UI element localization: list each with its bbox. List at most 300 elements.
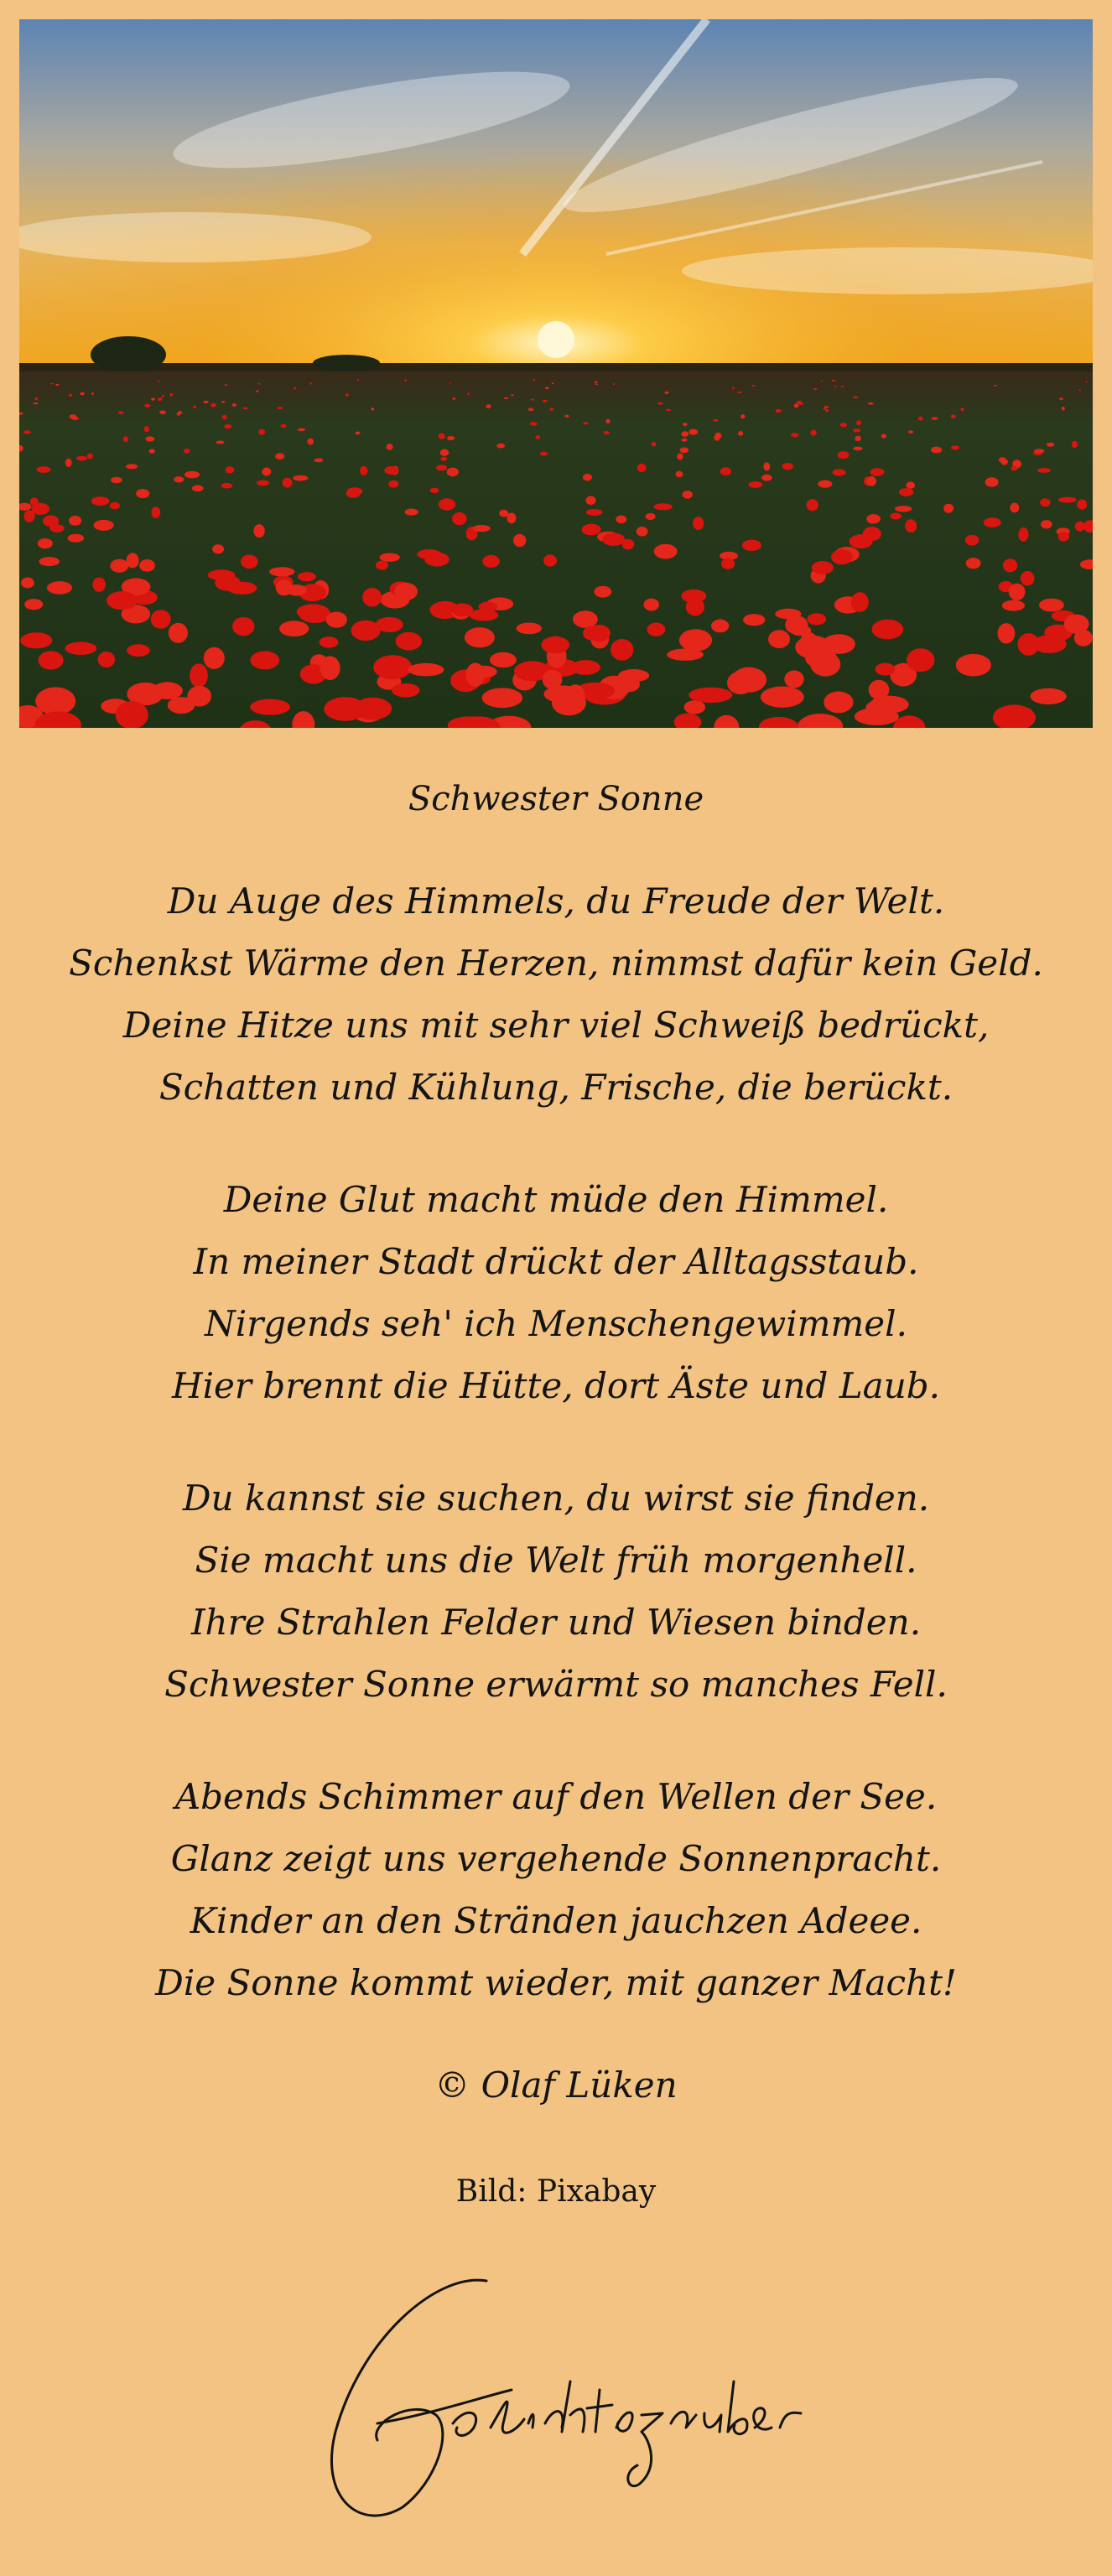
poppy-flower	[225, 466, 234, 473]
poppy-flower	[871, 620, 903, 640]
poppy-flower	[232, 617, 254, 636]
poppy-flower	[314, 459, 324, 463]
poppy-flower	[856, 420, 861, 425]
poppy-flower	[346, 393, 349, 396]
poppy-flower	[262, 468, 271, 476]
poppy-flower	[430, 488, 439, 493]
poem-line: In meiner Stadt drückt der Alltagsstaub.	[193, 1241, 919, 1282]
poppy-flower	[227, 582, 257, 595]
poppy-flower	[907, 648, 934, 672]
poem-line: Deine Hitze uns mit sehr viel Schweiß bedrückt,	[122, 1005, 990, 1046]
poppy-flower	[470, 609, 499, 621]
poppy-flower	[776, 409, 782, 413]
poppy-flower	[482, 688, 522, 708]
poppy-flower	[535, 435, 540, 439]
poppy-flower	[540, 452, 548, 456]
poppy-flower	[602, 533, 625, 546]
poppy-flower	[387, 444, 393, 450]
poppy-flower	[253, 524, 264, 538]
poppy-flower	[404, 380, 407, 382]
poppy-flower	[908, 430, 913, 434]
poem-line: Hier brennt die Hütte, dort Äste und Laub.	[171, 1365, 940, 1406]
poppy-flower	[184, 449, 190, 454]
poppy-flower	[965, 535, 979, 546]
poppy-flower	[1079, 389, 1081, 391]
poppy-flower	[50, 383, 54, 385]
poppy-flower	[39, 651, 64, 669]
poppy-flower	[110, 502, 120, 510]
poppy-flower	[356, 432, 361, 435]
poppy-flower	[853, 447, 862, 451]
poppy-flower	[144, 426, 150, 432]
poppy-flower	[436, 465, 447, 470]
poppy-flower	[742, 540, 761, 551]
poppy-flower	[298, 428, 305, 432]
poppy-flower	[681, 431, 689, 437]
poppy-flower	[616, 516, 626, 524]
poppy-flower	[307, 439, 314, 445]
poppy-flower	[1009, 584, 1026, 600]
poppy-flower	[966, 558, 981, 569]
poppy-flower	[951, 445, 959, 449]
poppy-flower	[679, 629, 712, 651]
poppy-flower	[761, 687, 804, 708]
poppy-flower	[654, 544, 678, 559]
poppy-flower	[652, 442, 657, 446]
poppy-flower	[20, 632, 52, 648]
poppy-flower	[1037, 468, 1051, 473]
poppy-flower	[87, 454, 93, 460]
poppy-flower	[69, 516, 81, 526]
poppy-flower	[504, 397, 509, 399]
poppy-flower	[499, 510, 508, 517]
poem-line: Schwester Sonne erwärmt so manches Fell.	[164, 1664, 948, 1705]
poppy-flower	[126, 464, 138, 469]
poppy-flower	[24, 599, 43, 610]
poppy-flower	[38, 538, 53, 548]
poppy-flower	[470, 666, 497, 678]
poppy-flower	[853, 396, 858, 398]
signature-icon	[310, 2264, 813, 2532]
poppy-flower	[192, 486, 204, 492]
poppy-flower	[943, 504, 954, 513]
stanza-4	[0, 1766, 1112, 2014]
poppy-flower	[931, 447, 942, 454]
poppy-field-sunset-photo	[19, 19, 1093, 728]
poppy-flower	[1040, 498, 1050, 506]
poppy-flower	[69, 394, 72, 397]
poppy-flower	[961, 408, 964, 411]
poppy-flower	[870, 696, 909, 714]
poppy-flower	[611, 639, 633, 661]
poppy-flower	[595, 382, 598, 383]
poppy-flower	[797, 401, 803, 404]
poppy-flower	[424, 553, 449, 567]
poppy-flower	[517, 623, 542, 635]
poppy-flower	[1062, 407, 1065, 411]
poppy-flower	[376, 561, 388, 570]
poem-title: Schwester Sonne	[408, 780, 704, 818]
poppy-flower	[720, 467, 731, 475]
poppy-flower	[905, 519, 917, 532]
poppy-flower	[841, 386, 844, 387]
poppy-flower	[346, 490, 361, 498]
poppy-flower	[644, 599, 659, 611]
poppy-flower	[863, 527, 881, 541]
poppy-flower	[440, 457, 447, 461]
poppy-flower	[283, 478, 293, 488]
poppy-flower	[646, 513, 656, 520]
poppy-flower	[320, 636, 339, 647]
poppy-flower	[657, 402, 663, 405]
poppy-flower	[573, 610, 598, 628]
poppy-flower	[440, 449, 449, 456]
poppy-flower	[447, 436, 455, 440]
poppy-flower	[21, 578, 34, 589]
poppy-flower	[543, 400, 548, 402]
poppy-flower	[145, 436, 154, 441]
poppy-flower	[43, 516, 59, 527]
poppy-flower	[439, 433, 445, 439]
poppy-flower	[439, 498, 455, 510]
poem-line: Du kannst sie suchen, du wirst sie finden.	[182, 1478, 930, 1519]
poppy-flower	[473, 525, 491, 532]
poppy-flower	[35, 687, 75, 714]
poppy-flower	[250, 651, 279, 669]
poppy-flower	[751, 385, 755, 387]
poppy-flower	[743, 614, 765, 626]
poppy-flower	[814, 388, 817, 390]
poppy-flower	[564, 415, 569, 418]
poppy-flower	[543, 670, 563, 689]
poppy-flower	[278, 407, 283, 409]
poppy-flower	[998, 623, 1016, 643]
poppy-flower	[721, 558, 735, 569]
poem-line: Schenkst Wärme den Herzen, nimmst dafür kein Geld.	[69, 943, 1043, 984]
poppy-flower	[144, 404, 150, 408]
poppy-flower	[65, 459, 72, 467]
poppy-flower	[362, 588, 382, 607]
poppy-flower	[664, 392, 668, 394]
poppy-flower	[388, 480, 398, 488]
poppy-flower	[784, 670, 803, 688]
poppy-flower	[276, 579, 293, 595]
poppy-flower	[552, 382, 554, 384]
poppy-flower	[326, 612, 347, 628]
poppy-flower	[1041, 520, 1052, 528]
poppy-flower	[243, 408, 248, 410]
poppy-flower	[807, 613, 826, 625]
poppy-flower	[80, 392, 84, 396]
poppy-flower	[203, 401, 208, 403]
poppy-flower	[594, 586, 611, 598]
poppy-flower	[870, 468, 885, 476]
poppy-flower	[881, 434, 886, 439]
poppy-flower	[711, 620, 729, 633]
poppy-flower	[151, 397, 155, 400]
poppy-flower	[241, 555, 258, 569]
poppy-flower	[867, 476, 876, 486]
poppy-flower	[775, 609, 801, 620]
poppy-flower	[293, 475, 308, 481]
poppy-flower	[683, 423, 687, 426]
poppy-flower	[380, 553, 400, 562]
poppy-flower	[447, 468, 459, 477]
poppy-flower	[221, 483, 232, 489]
poppy-flower	[811, 430, 817, 436]
poppy-flower	[257, 480, 269, 486]
poppy-flower	[216, 441, 224, 444]
poppy-flower	[467, 393, 470, 396]
poppy-flower	[583, 474, 592, 481]
poppy-flower	[637, 464, 647, 472]
poppy-flower	[151, 506, 160, 518]
poppy-flower	[1064, 615, 1089, 634]
poppy-flower	[118, 411, 124, 414]
poppy-flower	[178, 411, 182, 413]
poem-line: Abends Schimmer auf den Wellen der See.	[174, 1776, 938, 1817]
poppy-flower	[895, 506, 912, 512]
poppy-flower	[1077, 500, 1087, 510]
poem-line: Schatten und Kühlung, Frische, die berückt.	[158, 1067, 954, 1108]
poppy-field-image	[19, 19, 1093, 728]
poppy-flower	[210, 403, 216, 408]
poem-line: Deine Glut macht müde den Himmel.	[223, 1179, 889, 1220]
poppy-flower	[583, 422, 588, 424]
poppy-flower	[647, 623, 666, 636]
poppy-flower	[637, 527, 648, 537]
poppy-flower	[994, 385, 997, 387]
poppy-flower	[39, 557, 60, 566]
poppy-flower	[320, 656, 340, 680]
stanza-2	[0, 1169, 1112, 1417]
poppy-flower	[1034, 449, 1045, 453]
poppy-flower	[838, 451, 850, 459]
image-credit: Bild: Pixabay	[455, 2174, 657, 2209]
poppy-flower	[906, 482, 915, 489]
stanza-1	[0, 870, 1112, 1119]
poppy-flower	[490, 652, 517, 667]
poppy-flower	[275, 453, 284, 460]
poppy-flower	[110, 559, 128, 573]
poppy-flower	[782, 463, 793, 470]
poppy-flower	[68, 534, 85, 543]
poppy-flower	[530, 422, 538, 425]
poppy-flower	[1003, 558, 1017, 572]
poppy-flower	[541, 636, 569, 654]
poppy-flower	[677, 454, 683, 460]
poppy-flower	[890, 513, 902, 520]
poppy-flower	[158, 381, 159, 382]
poppy-flower	[1058, 532, 1069, 541]
poppy-flower	[812, 561, 834, 574]
poem-line: Glanz zeigt uns vergehende Sonnenpracht.	[170, 1838, 942, 1879]
poppy-flower	[918, 417, 923, 421]
poppy-flower	[834, 386, 837, 387]
poppy-flower	[737, 392, 741, 393]
poppy-flower	[1021, 571, 1035, 586]
poppy-flower	[174, 476, 184, 482]
poppy-flower	[123, 436, 128, 442]
poppy-flower	[151, 610, 171, 629]
poppy-flower	[139, 559, 155, 572]
poppy-flower	[1059, 398, 1064, 400]
poppy-flower	[162, 395, 164, 397]
poppy-flower	[868, 402, 874, 405]
poppy-flower	[71, 417, 79, 419]
poppy-flower	[127, 644, 150, 657]
poppy-flower	[511, 394, 513, 396]
poppy-flower	[1002, 600, 1025, 611]
poppy-flower	[257, 383, 261, 384]
poppy-flower	[193, 406, 196, 408]
poppy-flower	[676, 471, 683, 478]
poppy-flower	[931, 417, 938, 419]
poppy-flower	[184, 471, 200, 479]
poppy-flower	[693, 517, 704, 530]
poppy-flower	[761, 475, 772, 481]
poem-line: Die Sonne kommt wieder, mit ganzer Macht!	[155, 1962, 957, 2003]
poppy-flower	[1032, 635, 1067, 653]
poppy-flower	[486, 404, 491, 408]
poppy-flower	[149, 449, 155, 453]
poppy-flower	[297, 604, 330, 619]
poppy-flower	[452, 604, 474, 617]
poppy-flower	[740, 414, 746, 418]
poppy-flower	[714, 419, 719, 422]
poppy-flower	[309, 382, 312, 384]
poppy-flower	[613, 383, 615, 385]
poppy-flower	[763, 462, 770, 470]
poppy-flower	[371, 408, 374, 410]
poppy-flower	[405, 509, 418, 516]
poppy-flower	[204, 647, 225, 669]
poppy-flower	[794, 403, 799, 408]
poppy-flower	[749, 481, 763, 488]
poppy-flower	[618, 669, 649, 682]
poppy-flower	[221, 401, 225, 402]
poppy-flower	[33, 402, 38, 404]
poppy-flower	[533, 379, 535, 381]
poppy-flower	[513, 534, 526, 547]
poppy-flower	[91, 496, 110, 506]
poppy-flower	[1018, 527, 1028, 542]
poppy-flower	[94, 520, 114, 531]
poppy-flower	[449, 382, 451, 383]
poppy-flower	[35, 397, 38, 401]
poppy-flower	[606, 419, 611, 423]
poppy-flower	[465, 627, 495, 647]
poppy-flower	[91, 392, 94, 394]
poppy-flower	[1058, 497, 1077, 503]
poppy-flower	[55, 384, 59, 386]
poppy-flower	[1086, 381, 1088, 382]
poppy-flower	[452, 512, 467, 525]
poppy-flower	[586, 496, 596, 506]
poppy-flower	[985, 477, 999, 486]
poppy-flower	[36, 466, 50, 473]
poppy-flower	[565, 684, 585, 709]
poppy-flower	[23, 430, 31, 434]
poppy-flower	[453, 397, 456, 400]
poppy-flower	[550, 408, 554, 411]
poppy-flower	[820, 381, 823, 382]
poppy-flower	[853, 428, 860, 432]
poppy-flower	[545, 387, 548, 390]
poppy-flower	[1072, 441, 1078, 448]
poppy-flower	[225, 385, 228, 386]
poem-line: Ihre Strahlen Felder und Wiesen binden.	[190, 1602, 922, 1643]
poppy-flower	[354, 698, 392, 720]
poppy-flower	[791, 433, 799, 437]
poppy-flower	[396, 632, 422, 651]
poppy-flower	[111, 477, 122, 483]
poppy-flower	[280, 424, 286, 428]
poppy-flower	[116, 701, 148, 728]
poem-line: Nirgends seh' ich Menschengewimmel.	[205, 1303, 907, 1344]
poppy-flower	[357, 379, 359, 381]
poppy-flower	[604, 431, 610, 434]
poppy-flower	[855, 436, 860, 441]
poppy-flower	[831, 549, 853, 564]
poppy-flower	[682, 439, 688, 442]
poppy-flower	[823, 408, 826, 410]
poppy-flower	[224, 424, 231, 428]
poppy-flower	[833, 469, 846, 475]
poppy-flower	[1047, 443, 1054, 447]
poppy-flower	[876, 663, 896, 676]
poppy-flower	[531, 399, 534, 401]
poppy-flower	[899, 488, 913, 496]
poppy-flower	[840, 423, 848, 427]
poppy-flower	[294, 387, 297, 389]
poppy-flower	[159, 411, 166, 415]
poppy-flower	[269, 567, 294, 576]
poem-line: Du Auge des Himmels, du Freude der Welt.	[167, 880, 945, 922]
copyright: © Olaf Lüken	[434, 2064, 678, 2106]
poppy-flower	[30, 497, 39, 506]
poppy-flower	[768, 630, 790, 648]
poppy-flower	[496, 444, 505, 449]
poem-line: Kinder an den Stränden jauchzen Adeee.	[190, 1900, 922, 1941]
poppy-flower	[588, 625, 611, 641]
poppy-flower	[571, 660, 600, 675]
poppy-flower	[258, 429, 265, 435]
poppy-flower	[689, 688, 732, 703]
poppy-flower	[250, 699, 290, 715]
poppy-flower	[582, 524, 601, 536]
poppy-flower	[76, 456, 87, 461]
poppy-flower	[232, 403, 236, 407]
poppy-flower	[681, 589, 706, 603]
poppy-flower	[951, 414, 956, 418]
poppy-flower	[392, 683, 420, 698]
poppy-flower	[1001, 459, 1008, 465]
poppy-flower	[23, 511, 34, 522]
poppy-flower	[65, 642, 96, 655]
poppy-flower	[212, 544, 224, 553]
poppy-flower	[168, 697, 195, 714]
poppy-flower	[351, 621, 381, 641]
poppy-flower	[1011, 466, 1017, 470]
poppy-flower	[731, 667, 766, 693]
poppy-flower	[98, 652, 116, 667]
poem-line: Sie macht uns die Welt früh morgenhell.	[195, 1540, 917, 1581]
poppy-flower	[373, 655, 412, 679]
poppy-flower	[107, 591, 138, 610]
poppy-flower	[92, 578, 106, 592]
poppy-flower	[818, 480, 832, 488]
